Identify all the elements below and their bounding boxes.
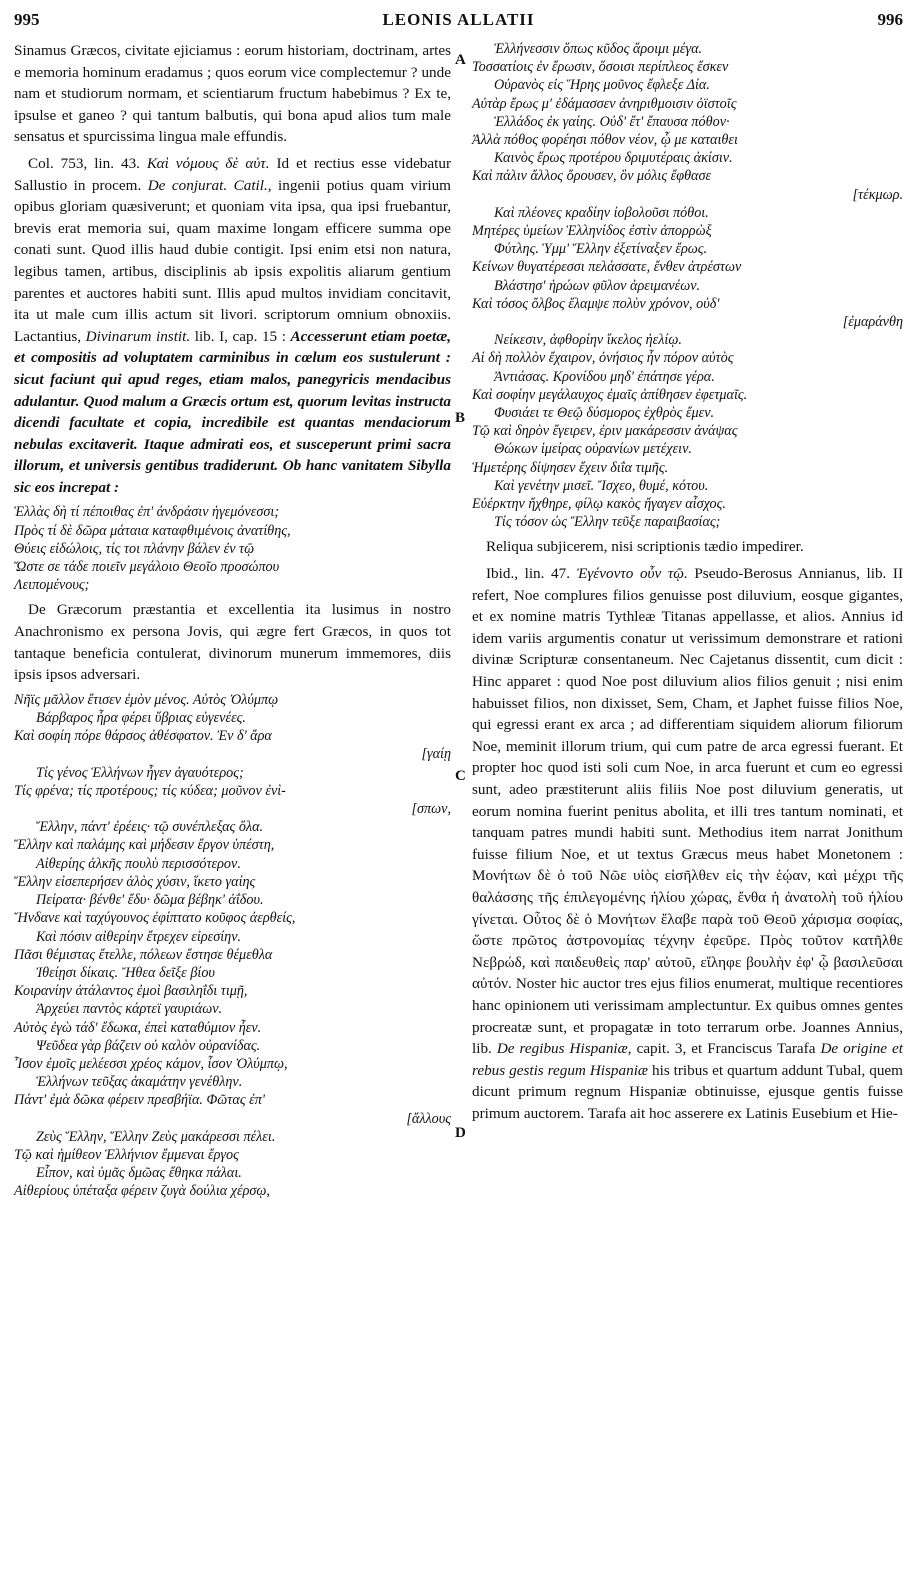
verse-line: Τίς φρένα; τίς προτέρους; τίς κύδεα; μοῦνον ἐνὶ- [14,782,286,799]
verse-line: Τίς τόσον ὡς Ἕλλην τεῦξε παραιβασίας; [494,514,721,531]
verse-line: Λειπομένους; [14,577,90,594]
verse-line: Καὶ πλέονες κραδίην ἰοβολοῦσι πόθοι. [494,204,709,221]
verse-line: Αἰθερίους ὑπέταξα φέρειν ζυγὰ δούλια χέρσῳ, [14,1183,270,1200]
verse-line: Μητέρες ὑμείων Ἑλληνίδος ἐστὶν ἀπορρὼξ [472,223,712,240]
verse-line: Ἀρχεύει παντὸς κάρτεϊ γαυριάων. [36,1001,223,1018]
verse-line: Καὶ σοφίην μεγάλαυχος ἐμαῖς ἀπίθησεν ἐφετμαῖς. [472,386,748,403]
verse-line: Ἤνδανε καὶ ταχύγουνος ἐφίπτατο κοῦφος ἀερθείς, [14,910,296,927]
paragraph-text: Noster hic auctor tres ejus filios enumerat, multique recentiores hanc opinionem uti verissimam amplectuntur. Ex quibus omnes gentes procreatæ sunt, et propagatæ in toto terrarum orbe. Joannes Annius, lib. [472,975,904,1058]
verse-line: Κοιρανίην ἀτάλαντος ἐμοὶ βασιληΐδι τιμῇ, [14,983,248,1000]
work-title: De origine et rebus gestis regum Hispaniæ [472,1040,904,1079]
greek-lemma: Ἐγένοντο οὖν τῷ. [576,565,688,583]
verse-line: Θώκων ἱμείρας οὐρανίων μετέχειν. [494,441,692,458]
verse-line: [ἐμαράνθη [842,314,903,331]
work-title: De regibus Hispaniæ [496,1040,628,1058]
verse-line: Ἕλλην εἰσεπερήσεν ἁλὸς χύσιν, ἵκετο γαίης [14,873,256,890]
sibyl-verse [14,503,451,594]
methodius-greek-quote: Μονήτων δὲ ὁ τοῦ Νῶε υἱὸς εἰσῆλθεν εἰς τὴν ἑῴαν, καὶ μέχρι τῆς θαλάσσης τῆς ἐπιλεγομένης ἡλίου χώρας, ἔνθα ἡ ἀνατολὴ τοῦ ἡλίου γίνεται. Οὗτος δὲ ὁ Μονήτων ἔλαβε παρὰ τοῦ Θεοῦ χάρισμα σοφίας, ὥστε πρῶτος ἀστρονομίας τέχνην ἐφεῦρε. Πρὸς τοῦτον κατῆλθε Νεβρώδ, καὶ παιδευθεὶς παρ' αὐτοῦ, εἴληφε βουλὴν ἐφ' ᾧ βασιλεῦσαι αὐτόν. [472,867,903,993]
verse-line: Καινὸς ἔρως προτέρου δριμυτέραις ἀκίσιν. [494,150,733,167]
right-column [472,40,903,1125]
page-header [14,10,903,36]
margin-marker-a: A [455,52,466,68]
right-paragraph-2 [472,563,903,1124]
verse-line: Θύεις εἰδώλοις, τίς τοι πλάνην βάλεν ἐν τῷ [14,540,255,557]
verse-line: Ἡμετέρης δίψησεν ἔχειν διΐα τιμῆς. [472,459,669,476]
verse-line: Καὶ τόσος ὄλβος ἔλαμψε πολὺν χρόνον, οὐδ' [472,295,720,312]
verse-line: Καὶ σοφίη πόρε θάρσος ἀθέσφατον. Ἐν δ' ἄρα [14,728,272,745]
verse-line: Πρὸς τί δὲ δῶρα μάταια καταφθιμένοις ἀνατίθης, [14,522,291,539]
verse-line: Τῷ καὶ δηρὸν ἔγειρεν, ἐριν μακάρεσσιν ἀνάψας [472,423,738,440]
verse-line: Βλάστησ' ἡρώων φῦλον ἀρειμανέων. [494,277,701,294]
anachronismus-verse-continued [472,40,903,531]
verse-line: Αἰθερίης ἀλκῆς πουλὺ περισσότερον. [36,855,241,872]
margin-marker-c: C [455,768,466,784]
verse-line: Τοσσατίοις ἐν ἔρωσιν, ὅσοισι περίπλεος ἔσκεν [472,59,729,76]
page-number-right: 996 [877,10,903,29]
verse-line: Ζεὺς Ἕλλην, Ἕλλην Ζεὺς μακάρεσσι πέλει. [36,1128,276,1145]
left-paragraph-2 [14,153,451,499]
verse-line: Αἱ δὴ πολλὸν ἔχαιρον, ὀνήσιος ἦν πόρον αὐτὸς [472,350,734,367]
verse-line: [σπων, [411,801,451,818]
margin-marker-d: D [455,1125,466,1141]
verse-line: Ἰθείῃσι δίκαις. Ἤθεα δεῖξε βίου [36,964,215,981]
verse-line: Εὐέρκτην ἤχθηρε, φίλῳ κακὸς ἤγαγεν αἶσχος. [472,496,726,513]
left-paragraph-3: De Græcorum præstantia et excellentia ita lusimus in nostro Anachronismo ex persona Jovis, qui ægre fert Græcos, in quos tot tantaque beneficia contulerat, divinorum munerum immemores, diis ipsis ipsos adversari. [14,601,451,684]
verse-line: Φύτλης. Ὑμμ' Ἕλλην ἐξετίναξεν ἔρως. [494,241,708,258]
verse-line: Ὥστε σε τάδε ποιεῖν μεγάλοιο Θεοῖο προσώπου [14,559,280,576]
margin-marker-b: B [455,410,466,426]
paragraph-text: Pseudo-Berosus Annianus, lib. II refert, Noe complures filios genuisse post diluvium, eosque gigantes, et ex nomine matris Tythleæ Titanas appellasse, et alios. Annius id idem variis argumentis conatur ut verissimum demonstrare et rationi divinæ Scripturæ consentaneum. Nec Cajetanus dissentit, cum dicit : Hinc apparet : quod Noe post diluvium alios filios genuit ; nisi enim habuisset filios, non dixisset, Sem, Cham, et Japhet fuisse filios Noe, qui egressi erant ex arca ; ad differentiam siquidem aliorum filiorum Noe, meminit illorum trium, qui cum patre de arca egressi fuerant. Et propter hoc quod isti soli cum Noe, in arca fuerunt et cum eo egressi sunt, adeo præstiterunt aliis filiis Noe post diluvium generatis, ut eorum nomina fuerint penitus abolita, et illi tres tantum nominati, et tanquam patres mundi habiti sunt. Methodius item narrat Jonithum fuisse filium Noe, et ut textus Græcus meus habet Monetonem : [472,565,904,863]
anachronismus-verse [14,691,451,1201]
verse-line: Καὶ πάλιν ἄλλος ὄρουσεν, ὃν μόλις ἔφθασε [472,168,712,185]
verse-line: Νείκεσιν, ἀφθορίην ἴκελος ἠελίῳ. [494,332,682,349]
paragraph-text: lib. I, cap. 15 : [194,327,286,345]
verse-line: Ψεῦδεα γὰρ βάζειν οὐ καλὸν οὐρανίδας. [36,1037,261,1054]
paragraph-text: , capit. 3, et Franciscus Tarafa [627,1040,816,1058]
paragraph-text: Id et rectius esse videbatur Sallustio in procem. [14,154,452,194]
verse-line: Φυσιάει τε Θεῷ δύσμορος ἐχθρὸς ἔμεν. [494,405,715,422]
work-title: De conjurat. Catil. [147,176,268,194]
work-title: Divinarum instit. [85,327,191,345]
verse-line: Οὐρανὸς εἰς Ἥρης μοῦνος ἔφλεξε Δία. [494,77,710,94]
verse-line: Ἑλλήνεσσιν ὅπως κῦδος ἄροιμι μέγα. [494,41,703,57]
left-paragraph-1: Sinamus Græcos, civitate ejiciamus : eorum historiam, doctrinam, artes e memoria hominum eradamus ; quos eorum vice complectemur ? unde nam et studiorum normam, et scientiarum fructum habebimus ? Ex te, ipsulse et ganeo ? qui tantum balbutis, qui bona apud alios tum male sensatus et spurcissima lingua male effundis. [14,42,451,146]
verse-line: Καὶ γενέτην μισεῖ. Ἴσχεο, θυμέ, κότου. [494,477,709,494]
verse-line: Ἑλλάδος ἐκ γαίης. Οὐδ' ἔτ' ἔπαυσα πόθον· [494,113,730,130]
verse-line: Πάντ' ἐμὰ δῶκα φέρειν πρεσβήϊα. Φῶτας ἐπ' [14,1092,265,1109]
verse-line: Κείνων θυγατέρεσσι πελάσσατε, ἔνθεν ἀτρέστων [472,259,742,276]
verse-line: Τίς γένος Ἑλλήνων ἦγεν ἀγαυότερος; [36,764,244,781]
col-reference: Col. 753, lin. 43. [28,154,140,172]
running-title: LEONIS ALLATII [382,10,535,29]
paragraph-text: , ingenii potius quam virium opibus gloriam quæsiverunt; et quoniam vita ipsa, qua ipsi fruebantur, brevis erat memoria sui, quam maxime longam efficere summa ope conati sunt. Quod illis haud dubie contigit. Ipsi enim etsi non natura, legibus tamen, artibus, disciplinis ab ipsis expolitis aliarum gentium parentes et auctores habiti sunt. Illis apud multos invidiam concitavit, ita ut male cum illis actum sit livori. scriptorum omnium obnoxiis. Lactantius, [14,176,451,345]
verse-line: Αὐτὰρ ἔρως μ' ἐδάμασσεν ἀνηριθμοισιν ὀϊστοῖς [472,95,737,112]
verse-line: Αὐτὸς ἐγὼ τάδ' ἔδωκα, ἐπεὶ καταθύμιον ἦεν. [14,1019,262,1036]
verse-line: Ἶσον ἐμοῖς μελέεσσι χρέος κάμον, ἶσον Ὀλύμπῳ, [14,1055,288,1072]
verse-line: Ἕλλην καὶ παλάμης καὶ μήδεσιν ἔργον ὑπέστη, [14,837,275,854]
left-column [14,40,451,1201]
verse-line: Ἑλλὰς δὴ τί πέποιθας ἐπ' ἀνδράσιν ἡγεμόνεσσι; [14,504,280,521]
paragraph-text: his tribus et quartum addunt Tubal, quem dicunt primum regnum Hispaniæ obtinuisse, ejusque gentis fuisse primum auctorem. Tarafa ait hoc asserere ex Latinis Eusebium et Hie- [472,1061,903,1122]
verse-line: Ἀντιάσας. Κρονίδου μηδ' ἐπάτησε γέρα. [494,368,715,385]
verse-line: Καὶ πόσιν αἰθερίην ἔτρεχεν εἰρεσίην. [36,928,242,945]
verse-line: Τῷ καὶ ἡμίθεον Ἑλλήνιον ἔμμεναι ἔργος [14,1146,239,1163]
verse-line: Ἀλλὰ πόθος φορέησι πόθον νέον, ᾧ με καταιθει [472,132,738,149]
greek-lemma: Καὶ νόμους δὲ αὐτ. [146,154,270,172]
right-paragraph-1: Reliqua subjicerem, nisi scriptionis tædio impedirer. [486,538,804,556]
verse-line: Βάρβαρος ἦρα φέρει ὕβριας εὐγενέες. [36,710,246,727]
verse-line: Νῆϊς μᾶλλον ἔτισεν ἐμὸν μένος. Αὐτὸς Ὀλύμπῳ [14,691,279,708]
verse-line: [γαίῃ [421,746,451,763]
verse-line: Ἕλλην, πάντ' ἐρέεις· τῷ συνέπλεξας ὅλα. [36,819,264,836]
lactantius-quote: Accesserunt etiam poetæ, et compositis ad voluptatem carminibus in cœlum eos sustulerunt : sicut faciunt qui apud reges, etiam malos, panegyricis mendacibus adulantur. Quod malum a Græcis ortum est, quorum levitas instructa dicendi facultate et copia, incredibile est quantas mendaciorum nebulas excitaverit. Itaque admirati eos, et susceperunt primi sacra illorum, et universis gentibus tradiderunt. Ob hanc vanitatem Sibylla sic eos increpat : [14,327,452,496]
verse-line: Εἶπον, καὶ ὑμᾶς δμῶας ἔθηκα πάλαι. [36,1165,242,1182]
col-reference: Ibid., lin. 47. [486,565,570,583]
verse-line: [ἄλλους [406,1110,451,1127]
page-number-left: 995 [14,10,40,29]
verse-line: Πείρατα· βένθε' ἔδυ· δῶμα βέβηκ' ἀΐδου. [36,892,264,909]
verse-line: Ἑλλήνων τεῦξας ἀκαμάτην γενέθλην. [36,1074,243,1091]
verse-line: [τέκμωρ. [852,186,903,203]
verse-line: Πᾶσι θέμιστας ἔτελλε, πόλεων ἔστησε θέμεθλα [14,946,273,963]
